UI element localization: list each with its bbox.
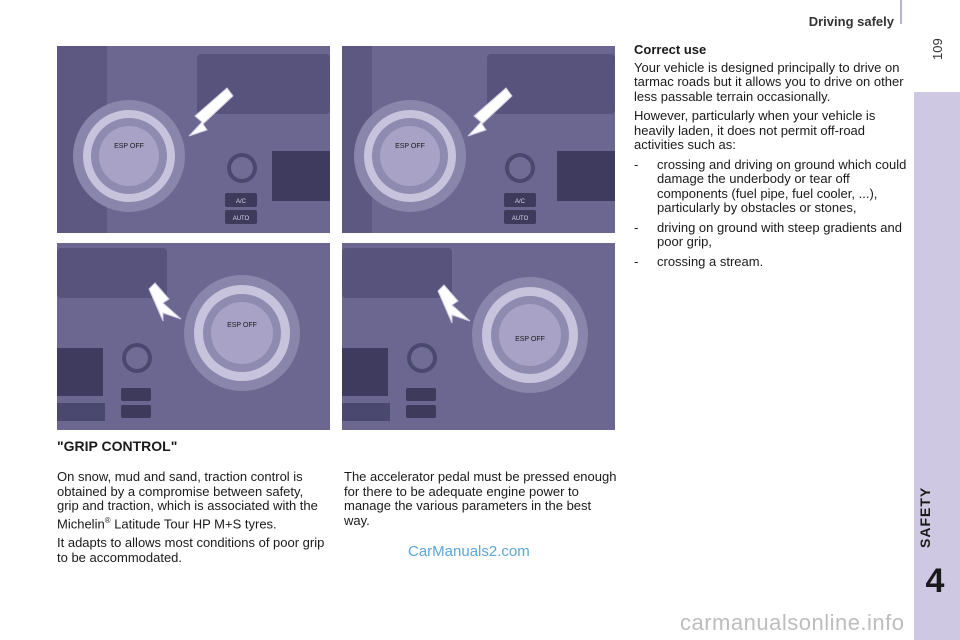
auto-button-label: AUTO: [511, 216, 529, 222]
ac-button-label: A/C: [235, 199, 247, 205]
list-item: [634, 158, 910, 216]
paragraph-tail-text: Latitude Tour HP M+S tyres.: [110, 515, 277, 531]
watermark-carmanuals2: CarManuals2.com: [408, 543, 530, 560]
correct-use-section: [634, 43, 910, 274]
list-item-text: crossing and driving on ground which could damage the underbody or tear off components (fuel pipe, fuel cooler, ...), particularly by obstacles or stones,: [657, 156, 907, 215]
grip-control-title: "GRIP CONTROL": [57, 438, 178, 454]
list-item: [634, 221, 910, 250]
page-header-title: Driving safely: [808, 14, 894, 29]
section-side-band: [914, 92, 960, 640]
grip-control-right-column: [344, 470, 619, 533]
list-item-text: crossing a stream.: [657, 253, 764, 269]
list-dash: -: [634, 253, 639, 269]
list-dash: -: [634, 219, 639, 235]
off-road-activities-list: [634, 158, 910, 270]
watermark-carmanualsonline: carmanualsonline.info: [680, 610, 905, 635]
section-label: SAFETY: [917, 486, 933, 548]
grip-control-paragraph-2: It adapts to allows most conditions of poor grip to be accommodated.: [57, 535, 325, 565]
knob-label: ESP OFF: [395, 143, 425, 150]
dashboard-illustration: [57, 243, 330, 430]
dashboard-illustration: [57, 46, 330, 233]
auto-button-label: AUTO: [232, 216, 250, 222]
list-item-text: driving on ground with steep gradients and poor grip,: [657, 219, 902, 249]
knob-label: ESP OFF: [114, 143, 144, 150]
photo-grip-control-knob-1: [57, 46, 330, 233]
photo-grip-control-knob-3: [57, 243, 330, 430]
photo-grip-control-knob-2: [342, 46, 615, 233]
photo-grip-control-knob-4: [342, 243, 615, 430]
correct-use-paragraph-1: Your vehicle is designed principally to drive on tarmac roads but it allows you to drive on other less passable terrain occasionally.: [634, 59, 904, 104]
grip-control-left-column: [57, 470, 327, 570]
dashboard-illustration: [342, 243, 615, 430]
page-number: 109: [930, 38, 945, 60]
dashboard-illustration: [342, 46, 615, 233]
header-divider: [900, 0, 902, 24]
chapter-number: 4: [925, 562, 945, 600]
paragraph-main-text: On snow, mud and sand, traction control is obtained by a compromise between safety, grip and traction, which is associated with the Michelin: [57, 469, 318, 531]
grip-control-paragraph-1: [57, 470, 327, 531]
list-item: [634, 255, 910, 270]
correct-use-heading: Correct use: [634, 42, 707, 57]
grip-control-paragraph-3: The accelerator pedal must be pressed enough for there to be adequate engine power to manage the various parameters in the best way.: [344, 469, 617, 528]
correct-use-paragraph-2: However, particularly when your vehicle is heavily laden, it does not permit off-road activities such as:: [634, 108, 876, 152]
ac-button-label: A/C: [514, 199, 526, 205]
knob-label: ESP OFF: [227, 322, 257, 329]
registered-mark: ®: [104, 515, 111, 525]
list-dash: -: [634, 156, 639, 172]
knob-label: ESP OFF: [515, 336, 545, 343]
